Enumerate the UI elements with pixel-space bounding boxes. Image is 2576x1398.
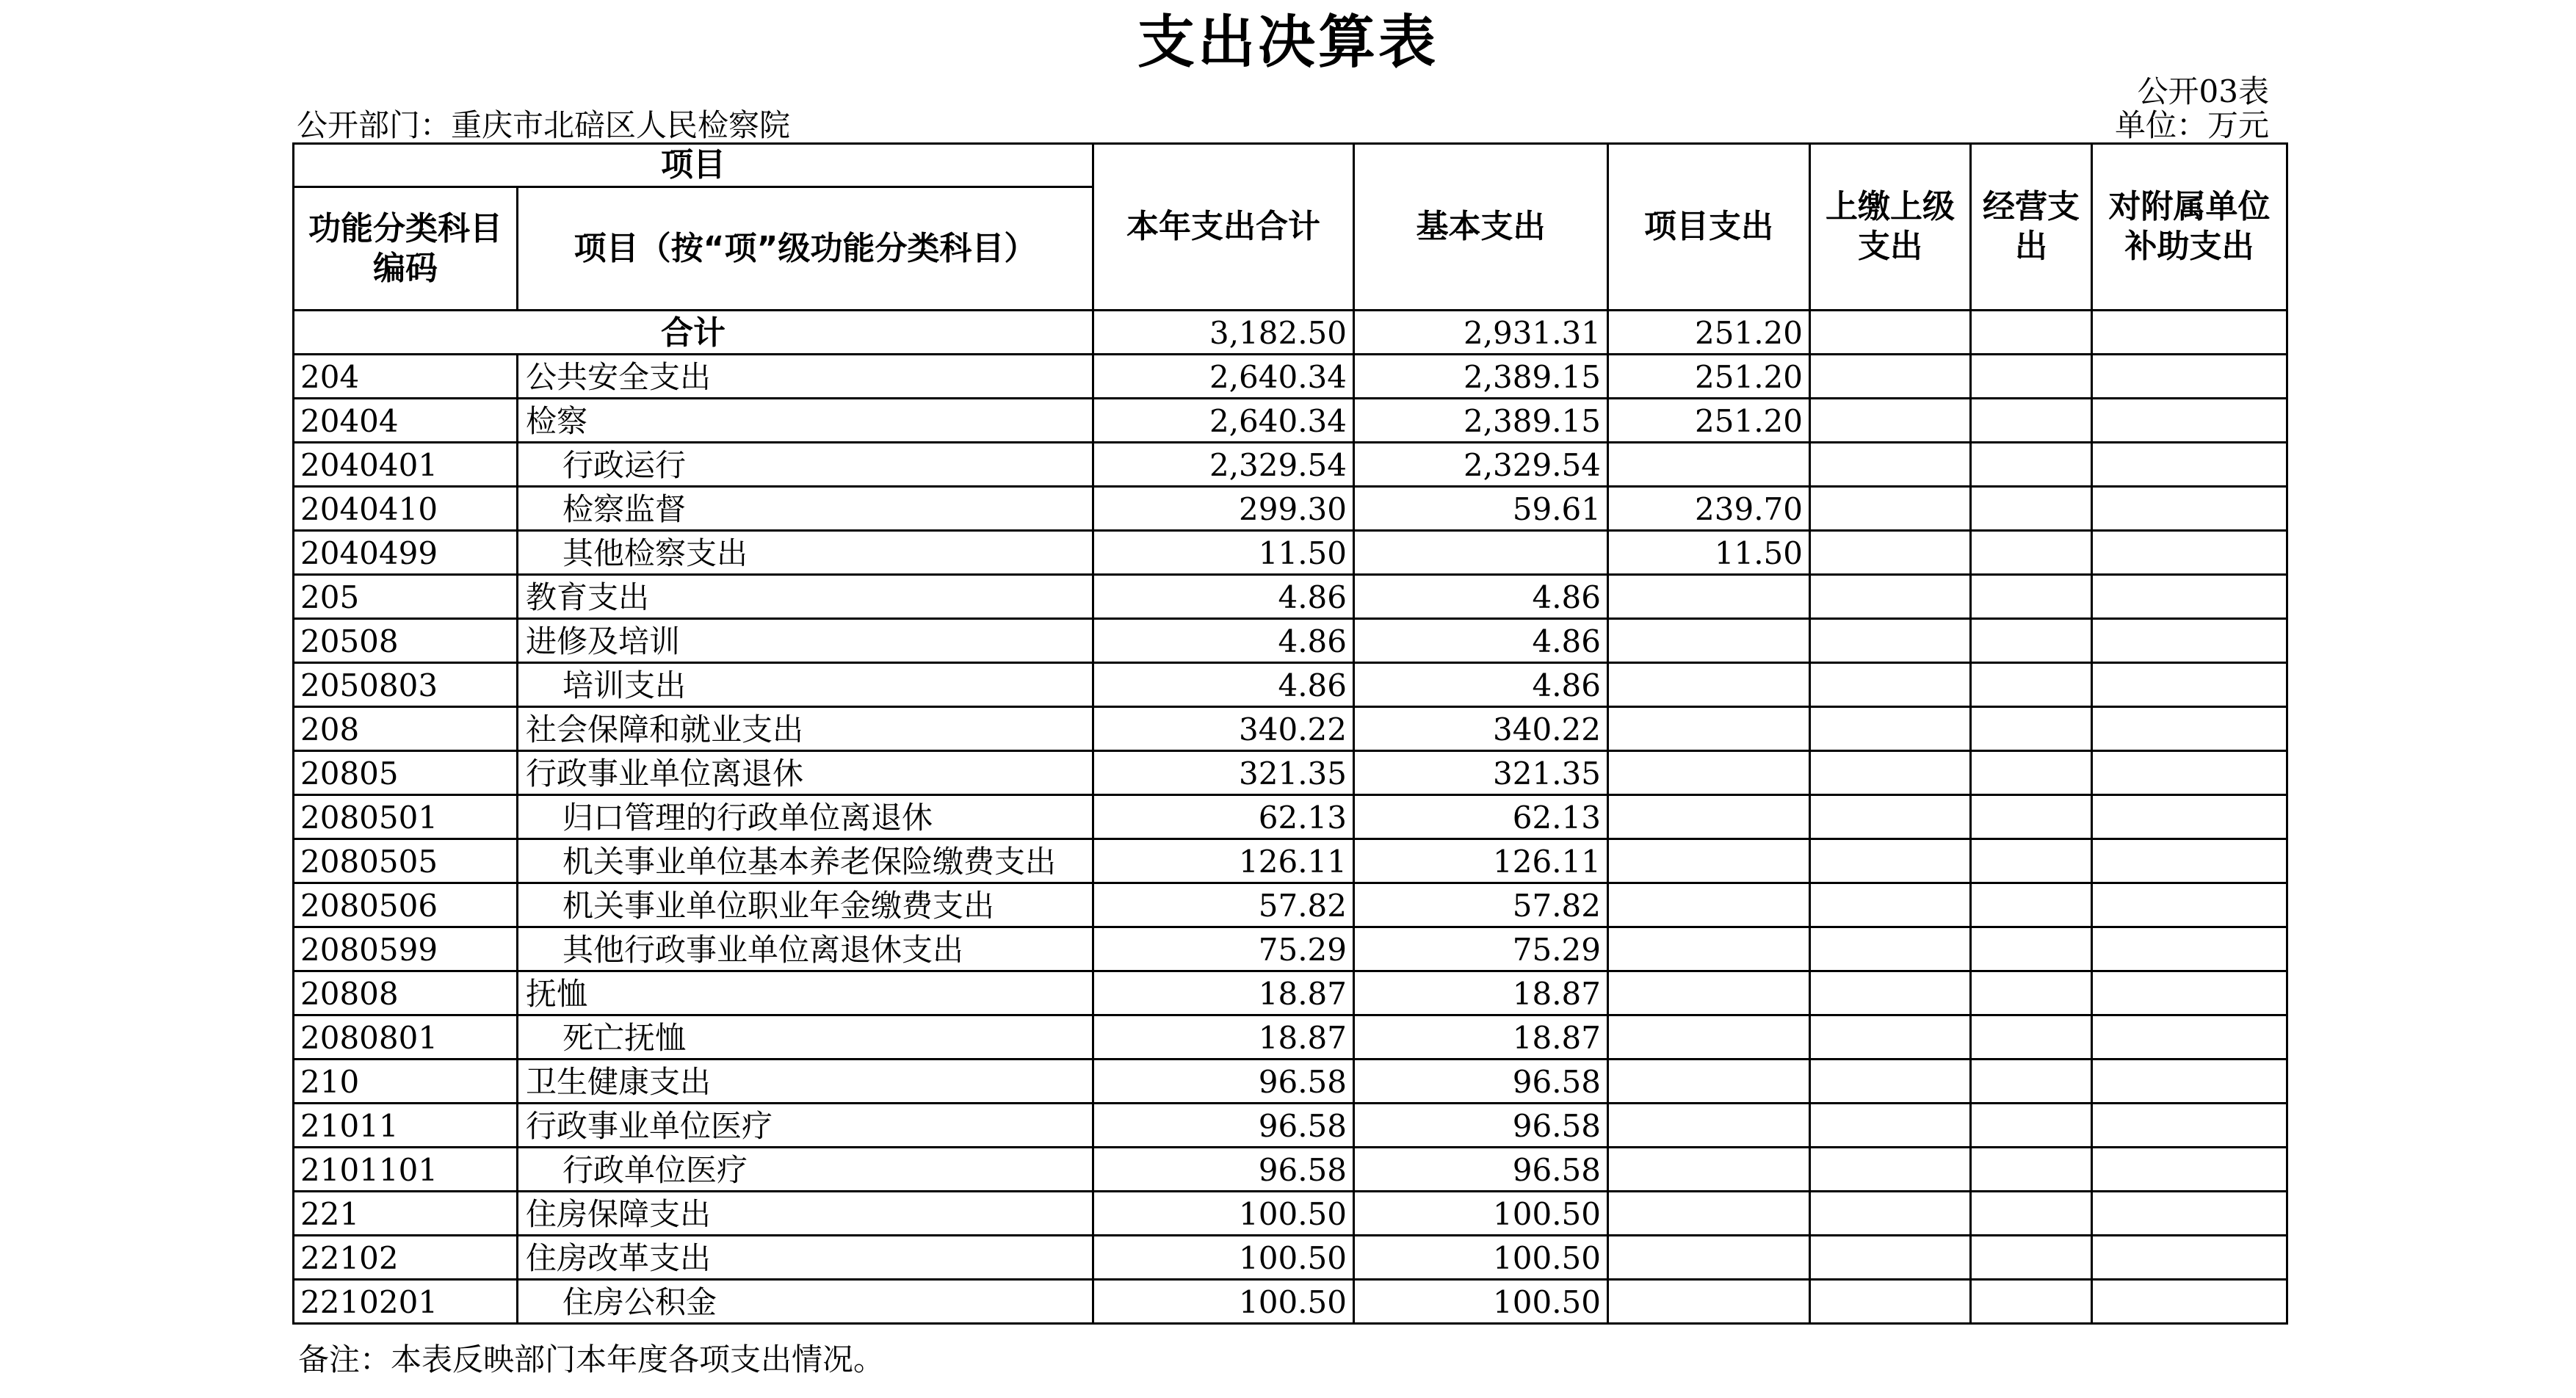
row-upper [1810,795,1971,839]
row-name: 行政运行 [518,443,1093,487]
row-total: 18.87 [1093,1015,1354,1060]
row-project [1608,927,1810,971]
table-row [294,971,2287,1015]
row-subsidy [2092,399,2287,443]
row-name: 抚恤 [518,971,1093,1015]
row-name: 行政事业单位离退休 [518,751,1093,795]
row-basic: 96.58 [1354,1060,1608,1104]
row-name: 检察 [518,399,1093,443]
table-row [294,1280,2287,1324]
row-name: 机关事业单位基本养老保险缴费支出 [518,839,1093,883]
total-basic: 2,931.31 [1354,311,1608,355]
row-upper [1810,1060,1971,1104]
header-basic: 基本支出 [1354,144,1608,311]
table-row [294,399,2287,443]
row-subsidy [2092,1015,2287,1060]
row-subsidy [2092,487,2287,531]
row-business [1971,1060,2092,1104]
row-name: 行政事业单位医疗 [518,1104,1093,1148]
row-project [1608,839,1810,883]
row-name: 教育支出 [518,575,1093,619]
row-total: 340.22 [1093,707,1354,751]
total-row [294,311,2287,355]
row-project [1608,1104,1810,1148]
row-upper [1810,751,1971,795]
row-total: 126.11 [1093,839,1354,883]
row-code: 2080505 [294,839,518,883]
row-basic: 340.22 [1354,707,1608,751]
row-total: 100.50 [1093,1280,1354,1324]
row-upper [1810,707,1971,751]
row-upper [1810,1015,1971,1060]
row-upper [1810,443,1971,487]
row-project: 251.20 [1608,399,1810,443]
row-code: 2210201 [294,1280,518,1324]
row-business [1971,1104,2092,1148]
row-project: 11.50 [1608,531,1810,575]
row-business [1971,795,2092,839]
row-subsidy [2092,1192,2287,1236]
row-code: 2040401 [294,443,518,487]
row-basic: 18.87 [1354,971,1608,1015]
row-total: 96.58 [1093,1148,1354,1192]
table-row [294,531,2287,575]
row-basic: 321.35 [1354,751,1608,795]
row-subsidy [2092,707,2287,751]
page-title: 支出决算表 [1137,10,1439,76]
row-project: 239.70 [1608,487,1810,531]
row-basic: 18.87 [1354,1015,1608,1060]
row-business [1971,751,2092,795]
row-code: 20508 [294,619,518,663]
row-code: 20404 [294,399,518,443]
row-total: 11.50 [1093,531,1354,575]
row-code: 2080506 [294,883,518,927]
table-row [294,795,2287,839]
row-code: 205 [294,575,518,619]
row-business [1971,575,2092,619]
department-label: 公开部门：重庆市北碚区人民检察院 [297,107,791,143]
table-row [294,575,2287,619]
table-row [294,355,2287,399]
row-upper [1810,487,1971,531]
row-subsidy [2092,443,2287,487]
row-project [1608,707,1810,751]
row-basic: 62.13 [1354,795,1608,839]
row-code: 2040410 [294,487,518,531]
row-project [1608,1280,1810,1324]
table-row [294,443,2287,487]
row-subsidy [2092,1104,2287,1148]
row-business [1971,1236,2092,1280]
row-subsidy [2092,1236,2287,1280]
header-code: 功能分类科目编码 [294,187,518,311]
header-project: 项目支出 [1608,144,1810,311]
row-subsidy [2092,663,2287,707]
table-row [294,619,2287,663]
row-business [1971,839,2092,883]
row-basic: 75.29 [1354,927,1608,971]
row-name: 住房保障支出 [518,1192,1093,1236]
row-subsidy [2092,531,2287,575]
expenditure-table [292,142,2288,1325]
row-upper [1810,619,1971,663]
row-code: 210 [294,1060,518,1104]
table-row [294,839,2287,883]
row-upper [1810,663,1971,707]
header-upper: 上缴上级支出 [1810,144,1971,311]
row-project [1608,1015,1810,1060]
row-upper [1810,531,1971,575]
row-basic: 96.58 [1354,1104,1608,1148]
header-subsidy: 对附属单位补助支出 [2092,144,2287,311]
row-basic: 96.58 [1354,1148,1608,1192]
row-subsidy [2092,839,2287,883]
row-business [1971,971,2092,1015]
total-subsidy [2092,311,2287,355]
row-code: 2040499 [294,531,518,575]
row-project [1608,1060,1810,1104]
row-total: 100.50 [1093,1192,1354,1236]
row-total: 2,329.54 [1093,443,1354,487]
row-upper [1810,883,1971,927]
row-subsidy [2092,575,2287,619]
total-total: 3,182.50 [1093,311,1354,355]
row-name: 行政单位医疗 [518,1148,1093,1192]
row-code: 2080501 [294,795,518,839]
row-code: 221 [294,1192,518,1236]
row-subsidy [2092,883,2287,927]
row-subsidy [2092,1060,2287,1104]
row-name: 进修及培训 [518,619,1093,663]
row-business [1971,1148,2092,1192]
row-name: 住房改革支出 [518,1236,1093,1280]
row-project [1608,443,1810,487]
row-project [1608,619,1810,663]
row-project: 251.20 [1608,355,1810,399]
row-code: 21011 [294,1104,518,1148]
table-row [294,487,2287,531]
row-upper [1810,1192,1971,1236]
row-name: 其他行政事业单位离退休支出 [518,927,1093,971]
row-name: 机关事业单位职业年金缴费支出 [518,883,1093,927]
row-project [1608,751,1810,795]
row-total: 4.86 [1093,663,1354,707]
row-code: 20808 [294,971,518,1015]
footnote: 备注：本表反映部门本年度各项支出情况。 [298,1341,885,1377]
row-total: 321.35 [1093,751,1354,795]
row-project [1608,883,1810,927]
table-row [294,1060,2287,1104]
row-total: 18.87 [1093,971,1354,1015]
row-upper [1810,839,1971,883]
row-basic: 100.50 [1354,1192,1608,1236]
table-row [294,927,2287,971]
header-project-group: 项目 [294,144,1093,187]
row-basic: 2,389.15 [1354,355,1608,399]
table-row [294,1104,2287,1148]
total-upper [1810,311,1971,355]
row-total: 75.29 [1093,927,1354,971]
row-subsidy [2092,927,2287,971]
total-label: 合计 [294,311,1093,355]
row-project [1608,1192,1810,1236]
row-subsidy [2092,355,2287,399]
row-business [1971,883,2092,927]
row-business [1971,531,2092,575]
row-business [1971,1280,2092,1324]
row-code: 2101101 [294,1148,518,1192]
row-business [1971,663,2092,707]
row-basic: 100.50 [1354,1280,1608,1324]
row-code: 2050803 [294,663,518,707]
row-code: 208 [294,707,518,751]
row-name: 检察监督 [518,487,1093,531]
row-business [1971,443,2092,487]
row-name: 社会保障和就业支出 [518,707,1093,751]
row-business [1971,619,2092,663]
row-upper [1810,971,1971,1015]
row-project [1608,795,1810,839]
row-business [1971,399,2092,443]
row-basic [1354,531,1608,575]
table-row [294,707,2287,751]
row-name: 其他检察支出 [518,531,1093,575]
row-business [1971,927,2092,971]
row-name: 归口管理的行政单位离退休 [518,795,1093,839]
row-name: 住房公积金 [518,1280,1093,1324]
row-total: 2,640.34 [1093,355,1354,399]
row-name: 公共安全支出 [518,355,1093,399]
row-name: 培训支出 [518,663,1093,707]
row-code: 2080599 [294,927,518,971]
row-total: 4.86 [1093,619,1354,663]
row-total: 2,640.34 [1093,399,1354,443]
table-row [294,1015,2287,1060]
table-row [294,663,2287,707]
total-project: 251.20 [1608,311,1810,355]
header-name: 项目（按“项”级功能分类科目） [518,187,1093,311]
row-code: 204 [294,355,518,399]
row-upper [1810,1236,1971,1280]
table-row [294,1148,2287,1192]
row-business [1971,487,2092,531]
total-business [1971,311,2092,355]
row-code: 20805 [294,751,518,795]
form-number: 公开03表 [2137,73,2269,109]
row-subsidy [2092,1280,2287,1324]
row-project [1608,575,1810,619]
row-total: 299.30 [1093,487,1354,531]
row-business [1971,1015,2092,1060]
header-total: 本年支出合计 [1093,144,1354,311]
row-basic: 59.61 [1354,487,1608,531]
row-upper [1810,1148,1971,1192]
header-business: 经营支出 [1971,144,2092,311]
row-business [1971,355,2092,399]
row-total: 96.58 [1093,1060,1354,1104]
unit-label: 单位：万元 [2114,107,2269,143]
row-upper [1810,927,1971,971]
row-basic: 4.86 [1354,619,1608,663]
row-name: 死亡抚恤 [518,1015,1093,1060]
row-business [1971,707,2092,751]
row-project [1608,663,1810,707]
row-project [1608,1236,1810,1280]
row-basic: 2,329.54 [1354,443,1608,487]
row-subsidy [2092,619,2287,663]
row-code: 2080801 [294,1015,518,1060]
row-subsidy [2092,795,2287,839]
row-basic: 57.82 [1354,883,1608,927]
row-basic: 2,389.15 [1354,399,1608,443]
row-total: 57.82 [1093,883,1354,927]
table-row [294,1192,2287,1236]
row-project [1608,1148,1810,1192]
row-upper [1810,1280,1971,1324]
row-basic: 4.86 [1354,663,1608,707]
row-upper [1810,575,1971,619]
row-name: 卫生健康支出 [518,1060,1093,1104]
row-upper [1810,399,1971,443]
row-basic: 4.86 [1354,575,1608,619]
row-subsidy [2092,751,2287,795]
row-total: 62.13 [1093,795,1354,839]
row-total: 100.50 [1093,1236,1354,1280]
table-row [294,1236,2287,1280]
row-total: 4.86 [1093,575,1354,619]
row-upper [1810,355,1971,399]
row-subsidy [2092,971,2287,1015]
row-upper [1810,1104,1971,1148]
table-row [294,883,2287,927]
table-row [294,751,2287,795]
row-basic: 126.11 [1354,839,1608,883]
row-subsidy [2092,1148,2287,1192]
row-business [1971,1192,2092,1236]
row-project [1608,971,1810,1015]
row-total: 96.58 [1093,1104,1354,1148]
row-basic: 100.50 [1354,1236,1608,1280]
row-code: 22102 [294,1236,518,1280]
